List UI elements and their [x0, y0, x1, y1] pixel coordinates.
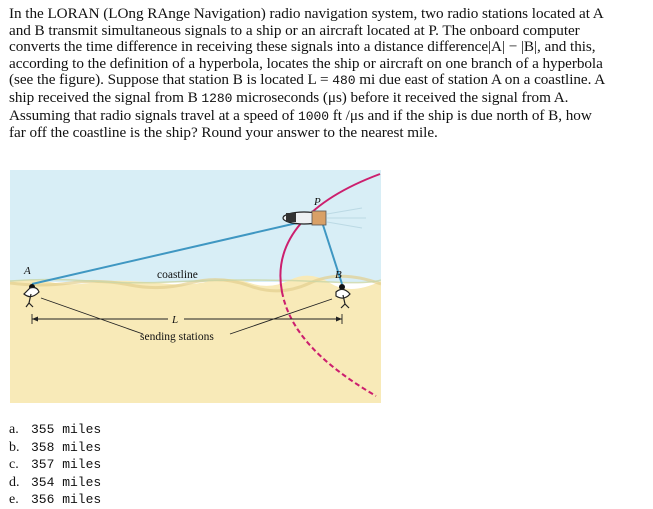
- choice-c[interactable]: [9, 456, 101, 474]
- choice-value: 358 miles: [31, 439, 102, 455]
- sky-background: [10, 170, 381, 282]
- label-sending-stations: sending stations: [140, 331, 214, 343]
- choice-e[interactable]: [9, 491, 101, 509]
- question-line-7-start: Assuming that radio signals travel at a speed of: [9, 106, 298, 124]
- question-line-6-end: microseconds (μs) before it received the signal from A.: [232, 88, 569, 106]
- choice-letter: e.: [9, 492, 19, 508]
- question-line-3: converts the time difference in receiving these signals into a distance difference|A| − |B|, and this,: [9, 38, 596, 56]
- question-line-2: and B transmit simultaneous signals to a ship or an aircraft located at P. The onboard computer: [9, 21, 580, 39]
- choice-letter: d.: [9, 474, 20, 490]
- time-difference-value: 1280: [201, 90, 233, 106]
- answer-choices: [9, 421, 101, 509]
- question-line-1: In the LORAN (LOng RAnge Navigation) radio navigation system, two radio stations located at A: [9, 5, 604, 22]
- question-line-5-end: mi due east of station A on a coastline. A: [355, 71, 606, 89]
- choice-letter: c.: [9, 457, 19, 473]
- question-line-5-start: (see the figure). Suppose that station B is located L =: [9, 71, 333, 89]
- question-line-7: [9, 108, 645, 126]
- choice-letter: b.: [9, 439, 20, 455]
- distance-value: 480: [332, 73, 356, 89]
- loran-figure: [10, 170, 381, 403]
- question-line-6: [9, 90, 645, 108]
- question-line-4: according to the definition of a hyperbola, locates the ship or aircraft on one branch of a hyperbola: [9, 54, 603, 72]
- label-l: L: [172, 314, 179, 326]
- choice-value: 355 miles: [31, 422, 102, 437]
- label-a: A: [24, 265, 31, 277]
- choice-letter: a.: [9, 422, 19, 437]
- question-line-6-start: ship received the signal from B: [9, 88, 202, 106]
- label-p: P: [314, 196, 321, 208]
- label-coastline: coastline: [157, 269, 198, 281]
- signal-speed-value: 1000: [298, 108, 330, 124]
- question-line-5: [9, 72, 645, 90]
- choice-value: 354 miles: [31, 474, 102, 490]
- label-b: B: [335, 269, 342, 281]
- choice-value: 357 miles: [31, 457, 102, 473]
- choice-d[interactable]: [9, 474, 101, 492]
- choice-value: 356 miles: [31, 492, 102, 508]
- question-line-8: far off the coastline is the ship? Round your answer to the nearest mile.: [9, 124, 438, 142]
- choice-b[interactable]: [9, 439, 101, 457]
- question-text: [9, 6, 645, 142]
- choice-a[interactable]: [9, 421, 101, 439]
- question-line-7-end: ft /μs and if the ship is due north of B, how: [329, 106, 592, 124]
